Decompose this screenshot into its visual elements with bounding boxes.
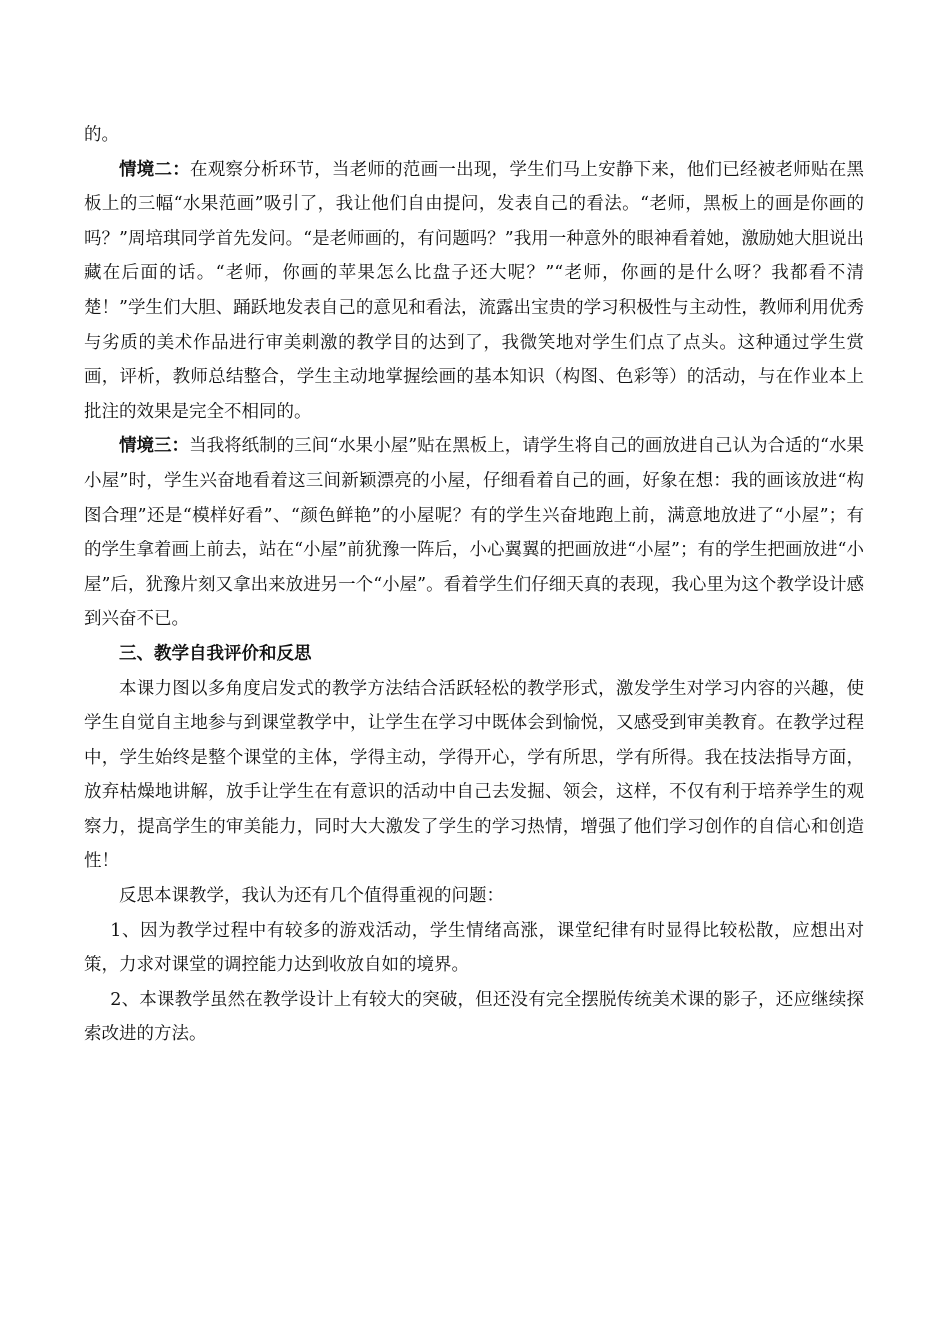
paragraph-scenario-three [84,429,864,637]
paragraph-self-evaluation: 本课力图以多角度启发式的教学方法结合活跃轻松的教学形式，激发学生对学习内容的兴趣，使学生自觉自主地参与到课堂教学中，让学生在学习中既体会到愉悦，又感受到审美教育。在教学过程中，学生始终是整个课堂的主体，学得主动，学得开心，学有所思，学有所得。我在技法指导方面，放弃枯燥地讲解，放手让学生在有意识的活动中自己去发掘、领会，这样，不仅有利于培养学生的观察力，提高学生的审美能力，同时大大激发了学生的学习热情，增强了他们学习创作的自信心和创造性！ [84,678,864,872]
paragraph-scenario-two [84,153,864,430]
paragraph-continuation: 的。 [84,125,119,145]
paragraph-issue-two: 2、本课教学虽然在教学设计上有较大的突破，但还没有完全摆脱传统美术课的影子，还应继续探索改进的方法。 [84,989,864,1045]
scenario-two-label: 情境二： [119,159,190,180]
paragraph-issue-one: 1、因为教学过程中有较多的游戏活动，学生情绪高涨，课堂纪律有时显得比较松散，应想出对策，力求对课堂的调控能力达到收放自如的境界。 [84,920,864,976]
document-page [84,118,864,1052]
scenario-three-label: 情境三： [119,436,190,457]
paragraph-reflection-intro: 反思本课教学，我认为还有几个值得重视的问题： [119,886,504,907]
scenario-three-text: 当我将纸制的三间“水果小屋”贴在黑板上，请学生将自己的画放进自己认为合适的“水果小屋”时，学生兴奋地看着这三间新颖漂亮的小屋，仔细看着自己的画，好象在想：我的画该放进“构图合理”还是“模样好看”、“颜色鲜艳”的小屋呢？有的学生兴奋地跑上前，满意地放进了“小屋”；有的学生拿着画上前去，站在“小屋”前犹豫一阵后，小心翼翼的把画放进“小屋”；有的学生把画放进“小屋”后，犹豫片刻又拿出来放进另一个“小屋”。看着学生们仔细天真的表现，我心里为这个教学设计感到兴奋不已。 [84,436,864,630]
scenario-two-text: 在观察分析环节，当老师的范画一出现，学生们马上安静下来，他们已经被老师贴在黑板上的三幅“水果范画”吸引了，我让他们自由提问，发表自己的看法。“老师，黑板上的画是你画的吗？”周培琪同学首先发问。“是老师画的，有问题吗？”我用一种意外的眼神看着她，激励她大胆说出藏在后面的话。“老师，你画的苹果怎么比盘子还大呢？”“老师，你画的是什么呀？我都看不清楚！”学生们大胆、踊跃地发表自己的意见和看法，流露出宝贵的学习积极性与主动性，教师利用优秀与劣质的美术作品进行审美刺激的教学目的达到了，我微笑地对学生们点了点头。这种通过学生赏画，评析，教师总结整合，学生主动地掌握绘画的基本知识（构图、色彩等）的活动，与在作业本上批注的效果是完全不相同的。 [84,159,865,422]
section-heading-reflection: 三、教学自我评价和反思 [119,643,312,664]
